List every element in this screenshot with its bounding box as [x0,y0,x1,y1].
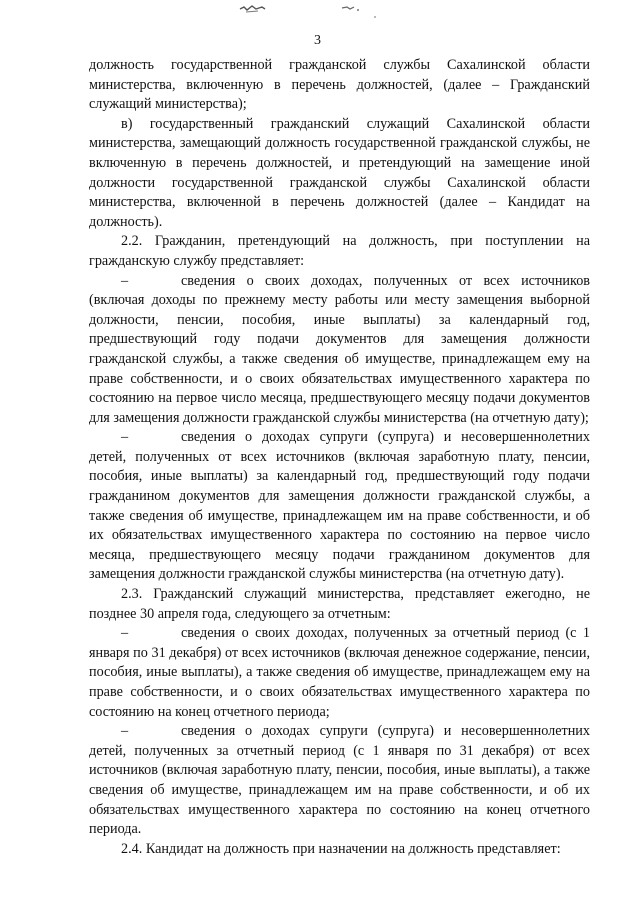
dash-marker: – [121,723,129,740]
dash-item-text: сведения о своих доходах, полученных за отчетный период (с 1 января по 31 декабря) от всех источников (включая денежное содержание, пенсии, пособия, иные выплаты), а также сведения об имуществе, принадлежащем ему на праве собственности, и о своих обязательствах имущественного характера по состоянию на конец отчетного периода; [89,625,590,720]
dash-item-text: сведения о своих доходах, полученных от всех источников (включая доходы по прежнему месту работы или месту замещения выборной должности, пенсии, пособия, иные выплаты) за календарный год, предшествующий году подачи документов для замещения должности гражданской службы, а также сведения об имуществе, принадлежащем ему на праве собственности, и о своих обязательствах имущественного характера по состоянию на первое число месяца, предшествующего месяцу подачи документов для замещения должности гражданской службы министерства (на отчетную дату); [89,272,590,426]
dash-marker: – [121,625,129,642]
paragraph-continuation: должность государственной гражданской службы Сахалинской области министерства, включенную в перечень должностей, (далее – Гражданский служащий министерства); [89,57,590,113]
dash-item [89,722,590,840]
paragraph-2-2: 2.2. Гражданин, претендующий на должность, при поступлении на гражданскую службу представляет: [89,233,590,269]
dash-marker: – [121,272,129,289]
paragraph-item-v: в) государственный гражданский служащий Сахалинской области министерства, замещающий должность государственной гражданской службы, не включенную в перечень должностей, и претендующий на замещение иной должности государственной гражданской службы Сахалинской области министерства, включенной в перечень должностей (далее – Кандидат на должность). [89,115,590,230]
dash-item [89,272,590,429]
dash-marker: – [121,429,129,446]
paragraph-2-4: 2.4. Кандидат на должность при назначении на должность представляет: [121,840,561,857]
dash-item-text: сведения о доходах супруги (супруга) и несовершеннолетних детей, полученных от всех источников (включая заработную плату, пенсии, пособия, иные выплаты) за календарный год, предшествующий году подачи гражданином документов для замещения должности гражданской службы, а также сведения об имуществе, принадлежащем им на праве собственности, и об их обязательствах имущественного характера по состоянию на первое число месяца, предшествующего месяцу подачи гражданином документов для замещения должности гражданской службы министерства (на отчетную дату). [89,429,590,583]
dash-item [89,428,590,585]
paragraph-2-3: 2.3. Гражданский служащий министерства, представляет ежегодно, не позднее 30 апреля года, следующего за отчетным: [89,586,590,622]
dash-item-text: сведения о доходах супруги (супруга) и несовершеннолетних детей, полученных за отчетный период (с 1 января по 31 декабря) от всех источников (включая заработную плату, пенсии, пособия, иные выплаты), а также сведения об имуществе, принадлежащем им на праве собственности, и об их обязательствах имущественного характера по состоянию на конец отчетного периода. [89,723,590,838]
page-number: 3 [314,33,321,48]
document-body [89,56,590,859]
scan-artifact-marks [230,0,390,22]
dash-item [89,624,590,722]
